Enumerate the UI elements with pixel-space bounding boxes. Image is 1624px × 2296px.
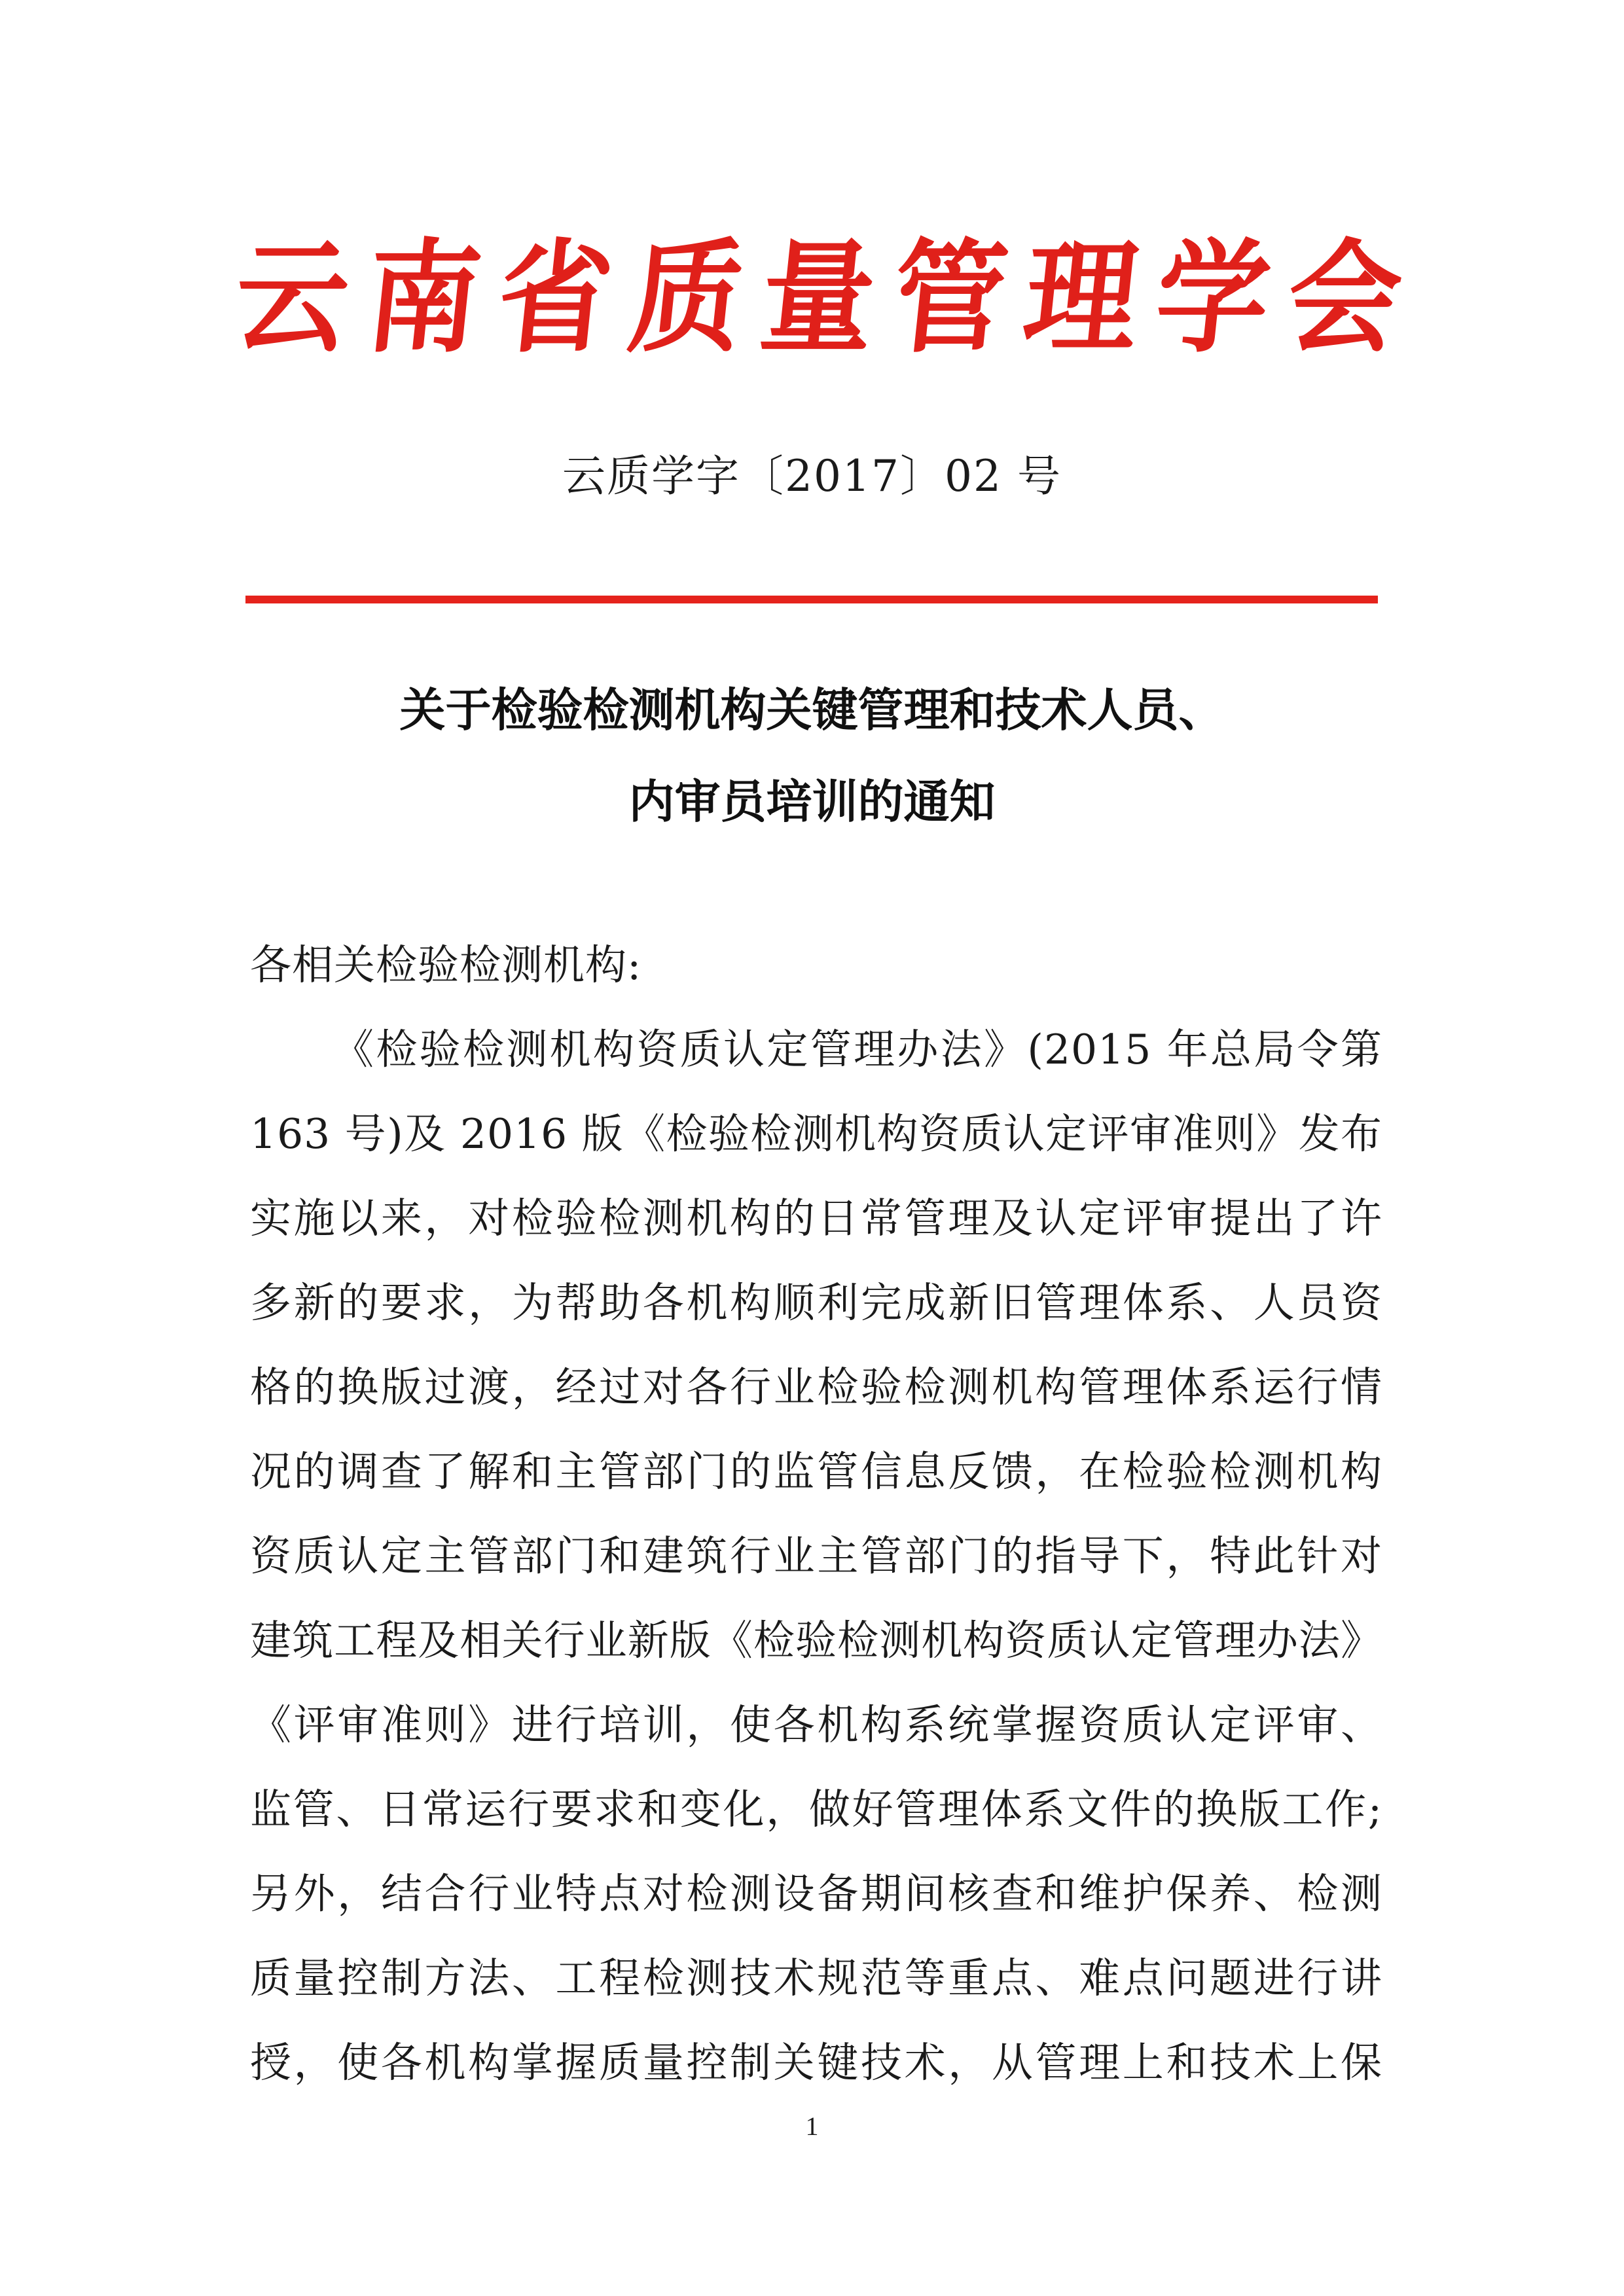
page-number: 1 xyxy=(805,2111,819,2141)
body-line: 监管、日常运行要求和变化，做好管理体系文件的换版工作; xyxy=(250,1785,1382,1833)
letterhead-char: 南 xyxy=(359,225,488,370)
notice-title-line-1: 关于检验检测机构关键管理和技术人员、 xyxy=(399,683,1225,737)
body-line: 格的换版过渡，经过对各行业检验检测机构管理体系运行情 xyxy=(250,1363,1382,1411)
letterhead-char: 理 xyxy=(1017,225,1146,370)
body-line: 《评审准则》进行培训，使各机构系统掌握资质认定评审、 xyxy=(250,1701,1382,1749)
body-line: 多新的要求，为帮助各机构顺利完成新旧管理体系、人员资 xyxy=(250,1279,1382,1327)
letterhead-divider xyxy=(245,596,1378,603)
body-line: 《检验检测机构资质认定管理办法》(2015 年总局令第 xyxy=(333,1026,1382,1073)
body-line: 163 号)及 2016 版《检验检测机构资质认定评审准则》发布 xyxy=(250,1110,1382,1158)
salutation: 各相关检验检测机构: xyxy=(250,941,642,989)
notice-title-line-2: 内审员培训的通知 xyxy=(628,775,996,829)
body-line: 质量控制方法、工程检测技术规范等重点、难点问题进行讲 xyxy=(250,1954,1382,2002)
body-line: 建筑工程及相关行业新版《检验检测机构资质认定管理办法》 xyxy=(250,1617,1382,1664)
organization-letterhead xyxy=(228,216,1409,380)
notice-body xyxy=(250,923,1382,2105)
body-line: 实施以来，对检验检测机构的日常管理及认定评审提出了许 xyxy=(250,1194,1382,1242)
body-line: 况的调查了解和主管部门的监管信息反馈，在检验检测机构 xyxy=(250,1448,1382,1496)
body-line: 资质认定主管部门和建筑行业主管部门的指导下，特此针对 xyxy=(250,1532,1382,1580)
body-line: 另外，结合行业特点对检测设备期间核查和维护保养、检测 xyxy=(250,1870,1382,1918)
document-number: 云质学字〔2017〕02 号 xyxy=(562,451,1062,501)
letterhead-char: 管 xyxy=(886,225,1014,370)
letterhead-char: 会 xyxy=(1280,225,1409,370)
letterhead-char: 省 xyxy=(491,225,619,370)
letterhead-char: 质 xyxy=(623,225,751,370)
letterhead-char: 学 xyxy=(1149,225,1277,370)
letterhead-char: 量 xyxy=(754,225,882,370)
body-line: 授，使各机构掌握质量控制关键技术，从管理上和技术上保 xyxy=(250,2039,1382,2087)
notice-title xyxy=(0,664,1624,848)
letterhead-char: 云 xyxy=(228,225,356,370)
